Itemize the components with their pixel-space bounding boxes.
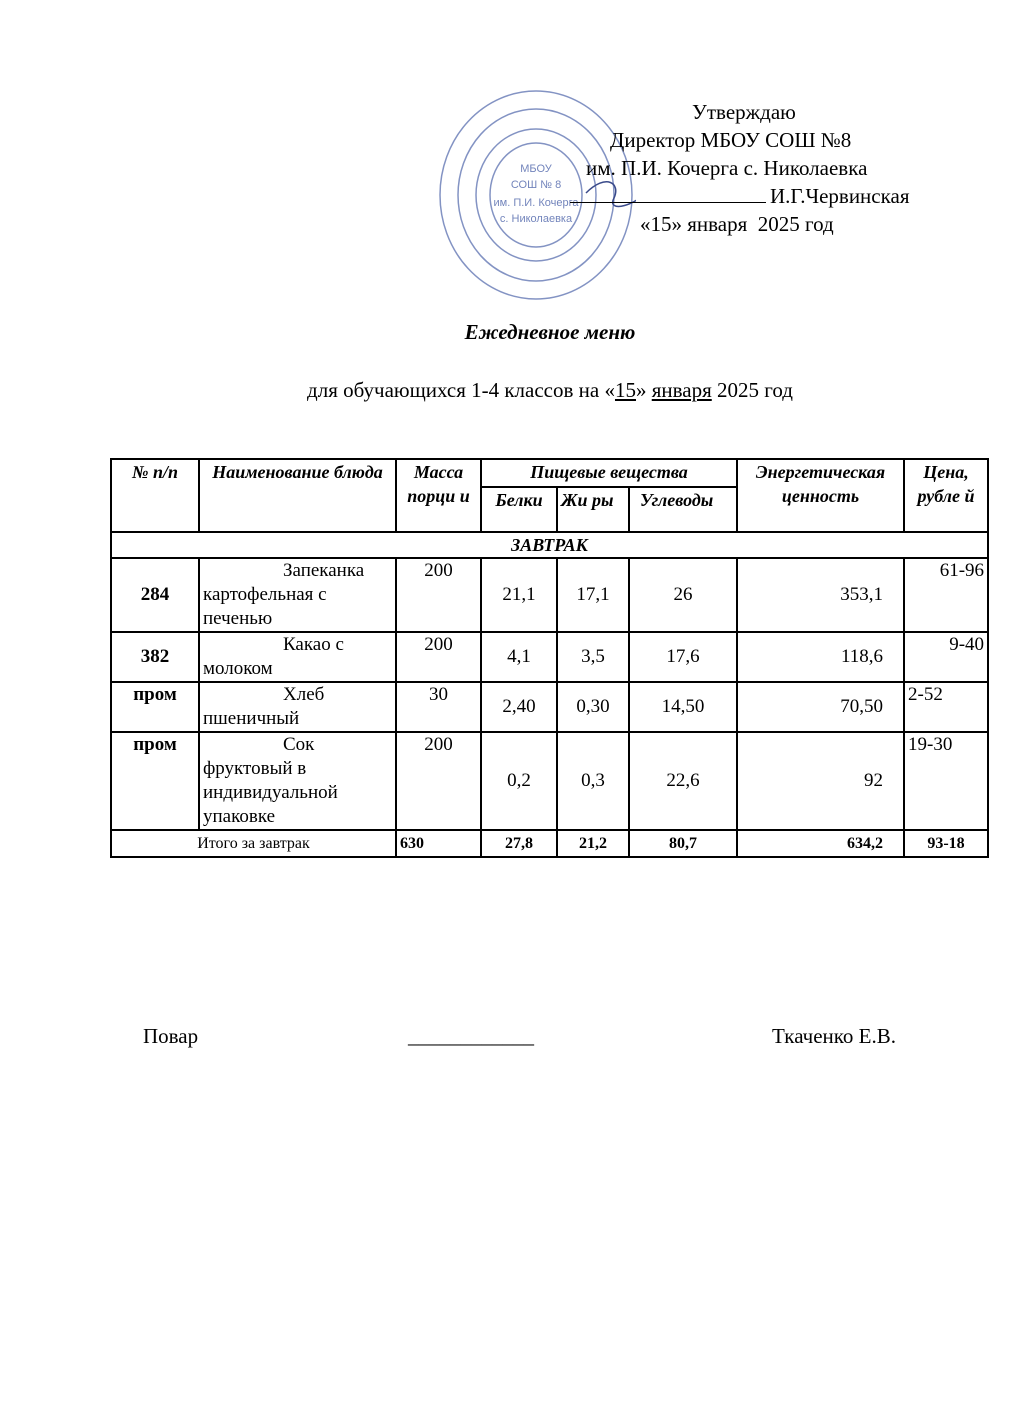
dish-name: Хлеб пшеничный [199, 682, 396, 732]
cook-name: Ткаченко Е.В. [772, 1024, 897, 1048]
svg-text:СОШ № 8: СОШ № 8 [510, 179, 562, 191]
protein: 0,2 [481, 732, 557, 830]
total-label: Итого за завтрак [111, 830, 396, 857]
total-carbs: 80,7 [629, 830, 737, 857]
total-mass: 630 [396, 830, 481, 857]
price: 19-30 [904, 732, 988, 830]
table-row [111, 632, 988, 682]
approval-block [560, 98, 960, 238]
section-breakfast: ЗАВТРАК [111, 532, 988, 558]
approval-line-4: И.Г.Червинская [770, 184, 910, 208]
page-title: Ежедневное меню [464, 320, 636, 344]
fat: 3,5 [557, 632, 629, 682]
price: 2-52 [904, 682, 988, 732]
header-energy: Энергетическая ценность [737, 459, 904, 532]
table-row [111, 558, 988, 632]
svg-text:им. П.И. Кочерга: им. П.И. Кочерга [493, 197, 579, 209]
total-row [111, 830, 988, 857]
fat: 0,3 [557, 732, 629, 830]
row-num: пром [111, 732, 199, 830]
approval-line-1: Утверждаю [692, 100, 796, 124]
header-fat: Жи ры [557, 487, 629, 532]
header-name: Наименование блюда [199, 459, 396, 532]
dish-name: Запеканка картофельная с печенью [199, 558, 396, 632]
mass: 200 [396, 558, 481, 632]
approval-line-3: им. П.И. Кочерга с. Николаевка [586, 156, 868, 180]
header-protein: Белки [481, 487, 557, 532]
price: 9-40 [904, 632, 988, 682]
cook-signature-line: ____________ [408, 1024, 534, 1048]
table-row [111, 732, 988, 830]
approval-line-5: «15» января 2025 год [640, 212, 834, 236]
mass: 30 [396, 682, 481, 732]
cook-role: Повар [143, 1024, 199, 1048]
mass: 200 [396, 732, 481, 830]
row-num: 284 [111, 558, 199, 632]
total-price: 93-18 [904, 830, 988, 857]
energy: 353,1 [737, 558, 904, 632]
dish-name: Сок фруктовый в индивидуальной упаковке [199, 732, 396, 830]
fat: 0,30 [557, 682, 629, 732]
row-num: 382 [111, 632, 199, 682]
total-protein: 27,8 [481, 830, 557, 857]
energy: 118,6 [737, 632, 904, 682]
fat: 17,1 [557, 558, 629, 632]
energy: 70,50 [737, 682, 904, 732]
page-subtitle: для обучающихся 1-4 классов на «15» января 2025 год [307, 378, 793, 402]
carbs: 26 [629, 558, 737, 632]
protein: 2,40 [481, 682, 557, 732]
menu-table [110, 458, 989, 858]
header-num: № п/п [111, 459, 199, 532]
approval-line-2: Директор МБОУ СОШ №8 [610, 128, 852, 152]
header-carbs: Углеводы [629, 487, 737, 532]
mass: 200 [396, 632, 481, 682]
price: 61-96 [904, 558, 988, 632]
svg-text:МБОУ: МБОУ [520, 163, 552, 175]
table-row [111, 682, 988, 732]
header-mass: Масса порци и [396, 459, 481, 532]
energy: 92 [737, 732, 904, 830]
svg-text:с. Николаевка: с. Николаевка [499, 213, 573, 225]
protein: 4,1 [481, 632, 557, 682]
row-num: пром [111, 682, 199, 732]
carbs: 14,50 [629, 682, 737, 732]
total-fat: 21,2 [557, 830, 629, 857]
total-energy: 634,2 [737, 830, 904, 857]
carbs: 22,6 [629, 732, 737, 830]
dish-name: Какао с молоком [199, 632, 396, 682]
protein: 21,1 [481, 558, 557, 632]
header-price: Цена, рубле й [904, 459, 988, 532]
carbs: 17,6 [629, 632, 737, 682]
header-nutrients: Пищевые вещества [481, 459, 737, 487]
